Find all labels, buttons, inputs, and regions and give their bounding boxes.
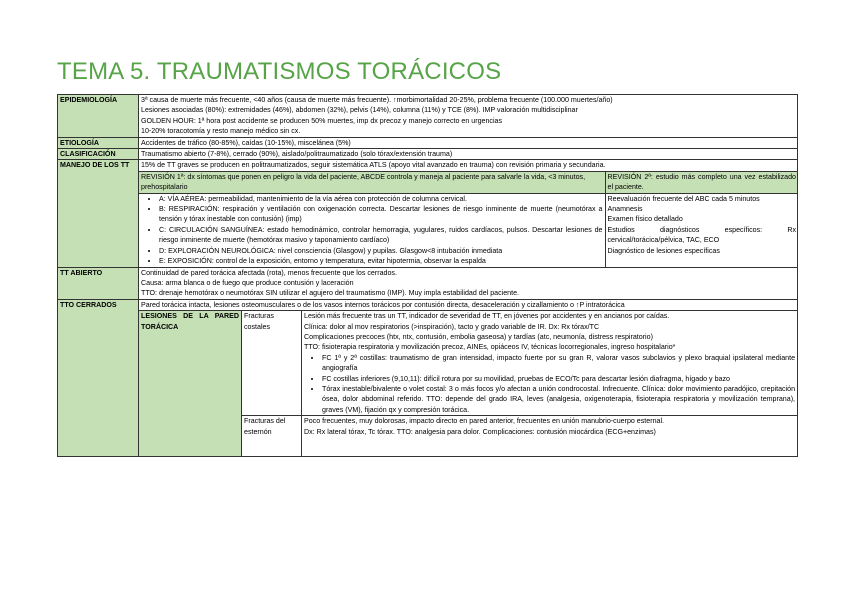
list-item: • D: EXPLORACIÓN NEUROLÓGICA: nivel consciencia (Glasgow) y pupilas. Glasgow<8 intubación inmediata bbox=[159, 246, 603, 256]
etiologia-content: Accidentes de tráfico (80-85%), caídas (10-15%), miscelánea (5%) bbox=[139, 137, 798, 148]
label-fracturas-costales: Fracturas costales bbox=[242, 311, 302, 416]
revision2-header: REVISIÓN 2ª: estudio más completo una vez estabilizado el paciente. bbox=[605, 172, 798, 193]
label-tt-abierto: TT ABIERTO bbox=[58, 267, 139, 299]
clasificacion-content: Traumatismo abierto (7-8%), cerrado (90%), aislado/politraumatizado (solo tórax/extensión trauma) bbox=[139, 149, 798, 160]
list-item: • E: EXPOSICIÓN: control de la exposición, entorno y temperatura, evitar hipotermia, observar la espalda bbox=[159, 256, 603, 266]
tto-cerrados-intro: Pared torácica intacta, lesiones osteomusculares o de los vasos internos torácicos por contusión directa, desaceleración y cizallamiento o ↑P intratorácica bbox=[139, 299, 798, 310]
revision2-list bbox=[605, 193, 798, 266]
text-line: Anamnesis bbox=[607, 205, 643, 214]
text-line: Reevaluación frecuente del ABC cada 5 minutos bbox=[607, 194, 760, 203]
row-etiologia bbox=[58, 137, 798, 148]
label-lesiones-pared: LESIONES DE LA PARED TORÁCICA bbox=[139, 311, 242, 457]
text-line: Lesión más frecuente tras un TT, indicador de severidad de TT, en jóvenes por accidentes y en ancianos por caídas. bbox=[304, 312, 670, 321]
text-line: 3ª causa de muerte más frecuente, <40 años (causa de muerte más frecuente). ↑morbimortalidad 20-25%, problema frecuente (100.000 muertes/año) bbox=[141, 96, 613, 104]
fracturas-esternon-content bbox=[302, 416, 798, 457]
row-tt-abierto bbox=[58, 267, 798, 299]
label-tto-cerrados: TTO CERRADOS bbox=[58, 299, 139, 456]
text-line: 10-20% toracotomía y resto manejo médico sin cx. bbox=[141, 127, 301, 136]
tt-abierto-content bbox=[139, 267, 798, 299]
label-clasificacion: CLASIFICACIÓN bbox=[58, 149, 139, 160]
text-line: Complicaciones precoces (htx, ntx, contusión, embolia gaseosa) y tardías (atc, neumonía, distress respiratorio) bbox=[304, 332, 653, 341]
text-line: Dx: Rx lateral tórax, Tc tórax. TTO: analgesia para dolor. Complicaciones: contusión miocárdica (ECG+enzimas) bbox=[304, 427, 656, 436]
text-line: TTO: fisioterapia respiratoria y movilización precoz, AINEs, opiáceos IV, técnicas locorregionales, ingreso hospitalario* bbox=[304, 343, 676, 352]
row-manejo bbox=[58, 160, 798, 171]
manejo-intro: 15% de TT graves se producen en politraumatizados, seguir sistemática ATLS (apoyo vital avanzado en trauma) con revisión primaria y secundaria. bbox=[139, 160, 798, 171]
row-tto-cerrados bbox=[58, 299, 798, 310]
text-line: Diagnóstico de lesiones específicas bbox=[607, 246, 720, 255]
epidemiologia-content bbox=[139, 95, 798, 138]
text-line: Clínica: dolor al mov respiratorios (>inspiración), tacto y grado variable de IR. Dx: Rx tórax/TC bbox=[304, 322, 600, 331]
revision1-list bbox=[139, 193, 605, 266]
page-title: TEMA 5. TRAUMATISMOS TORÁCICOS bbox=[57, 58, 502, 85]
text-line: Causa: arma blanca o de fuego que produce contusión y laceración bbox=[141, 278, 354, 287]
list-item: • C: CIRCULACIÓN SANGUÍNEA: estado hemodinámico, controlar hemorragia, yugulares, ruidos cardíacos, pulsos. Descartar lesiones de riesgo inminente de muerte (hemotórax masivo y taponamiento cardíaco) bbox=[159, 225, 603, 246]
revision1-header: REVISIÓN 1ª: dx síntomas que ponen en peligro la vida del paciente, ABCDE controla y maneja al paciente para salvarle la vida, <3 minutos, prehospitalario bbox=[139, 172, 605, 193]
list-item: • A: VÍA AÉREA: permeabilidad, mantenimiento de la vía aérea con protección de columna cervical. bbox=[159, 194, 603, 204]
revisiones-cell bbox=[139, 171, 798, 267]
text-line: Continuidad de pared torácica afectada (rota), menos frecuente que los cerrados. bbox=[141, 268, 397, 277]
text-line: Estudios diagnósticos específicos: Rx cervical/torácica/pélvica, TAC, ECO bbox=[607, 225, 796, 245]
text-line: Examen físico detallado bbox=[607, 215, 683, 224]
label-manejo: MANEJO DE LOS TT bbox=[58, 160, 139, 267]
list-item: • FC 1ª y 2ª costillas: traumatismo de gran intensidad, impacto fuerte por su gran R, valorar vasos subclavios y plexo braquial ipsilateral mediante angiografía bbox=[322, 353, 795, 374]
text-line: TTO: drenaje hemotórax o neumotórax SIN utilizar el agujero del traumatismo (IMP). Muy impla estabilidad del paciente. bbox=[141, 289, 519, 298]
text-line: Poco frecuentes, muy dolorosas, impacto directo en pared anterior, frecuentes en unión manubrio-cuerpo esternal. bbox=[304, 417, 665, 426]
row-epidemiologia bbox=[58, 95, 798, 138]
fracturas-costales-content bbox=[302, 311, 798, 416]
label-fracturas-esternon: Fracturas del esternón bbox=[242, 416, 302, 457]
label-etiologia: ETIOLOGÍA bbox=[58, 137, 139, 148]
list-item: • B: RESPIRACIÓN: respiración y ventilación con oxigenación correcta. Descartar lesiones de riesgo inminente de muerte (neumotórax a tensión y tórax inestable con contusión) (imp) bbox=[159, 204, 603, 225]
row-clasificacion bbox=[58, 149, 798, 160]
label-epidemiologia: EPIDEMIOLOGÍA bbox=[58, 95, 139, 138]
notes-table bbox=[57, 94, 797, 457]
text-line: GOLDEN HOUR: 1ª hora post accidente se producen 50% muertes, imp dx precoz y manejo correcto en urgencias bbox=[141, 116, 503, 125]
row-manejo-revisiones bbox=[58, 171, 798, 267]
list-item: • FC costillas inferiores (9,10,11): difícil rotura por su movilidad, pruebas de ECO/Tc para descartar lesión diafragma, hígado y bazo bbox=[322, 374, 795, 384]
list-item: • Tórax inestable/bivalente o volet costal: 3 o más focos y/o afectan a unión condrocostal. Infrecuente. Clínica: dolor movimiento paradójico, crepitación ósea, dolor abdominal referido. TTO: depende del grado IRA, leves (analgesia, oxigenoterapia, fisioterapia respiratoria y movilización temprana), graves (VM), fijación qx y compresión torácica. bbox=[322, 384, 795, 415]
text-line: Lesiones asociadas (80%): extremidades (46%), abdomen (32%), pelvis (14%), columna (11%) y TCE (8%). IMP valoración multidisciplinar bbox=[141, 106, 578, 115]
row-fracturas-costales bbox=[58, 311, 798, 416]
